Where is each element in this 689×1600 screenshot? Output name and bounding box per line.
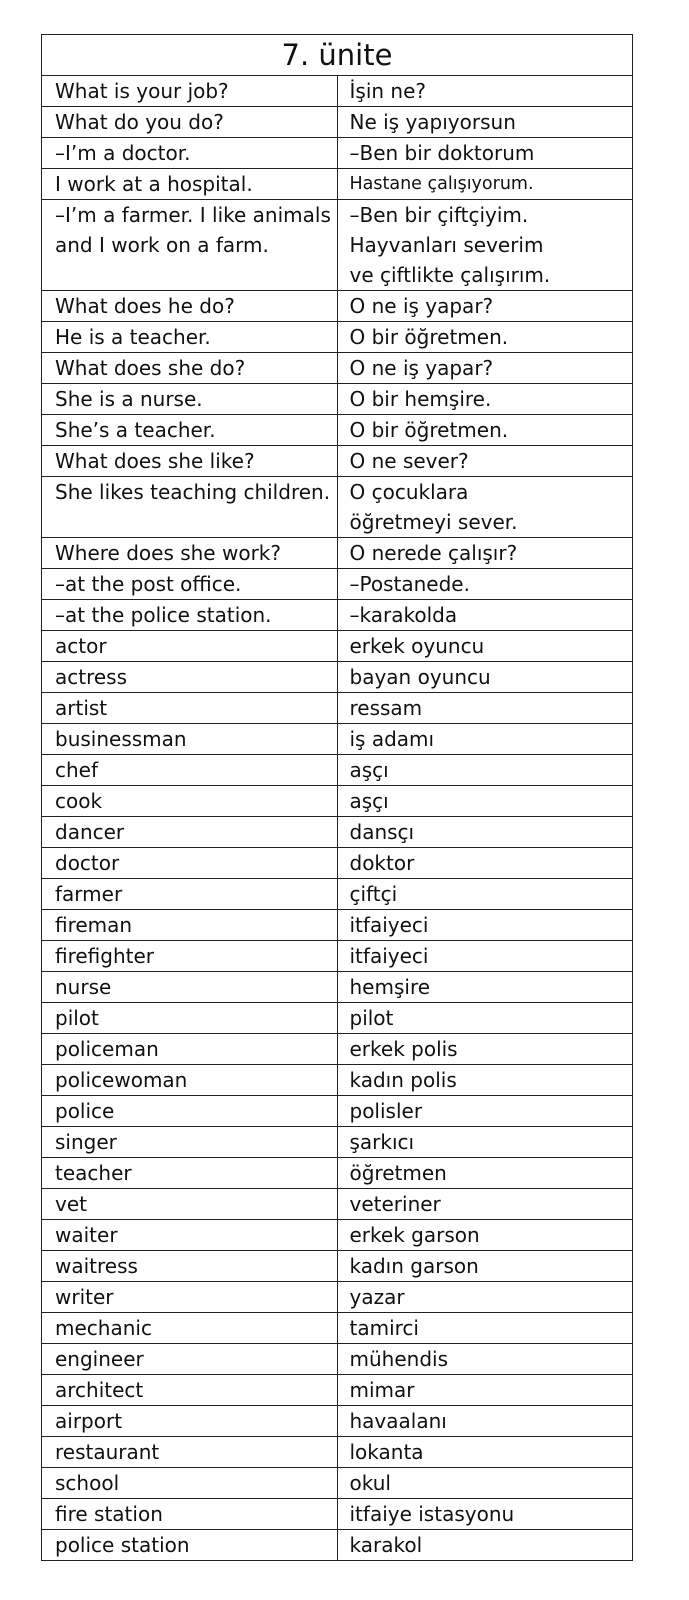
english-text: policewoman	[55, 1068, 188, 1092]
turkish-text: aşçı	[349, 758, 389, 782]
english-text: businessman	[55, 727, 187, 751]
english-text: She is a nurse.	[55, 387, 203, 411]
turkish-cell	[337, 1499, 633, 1530]
turkish-cell	[337, 1251, 633, 1282]
turkish-cell	[337, 1096, 633, 1127]
table-row	[42, 879, 633, 910]
table-row	[42, 786, 633, 817]
turkish-cell	[337, 446, 633, 477]
english-text: singer	[55, 1130, 117, 1154]
english-text: What do you do?	[55, 110, 224, 134]
english-cell	[42, 910, 338, 941]
turkish-text: yazar	[349, 1285, 405, 1309]
turkish-cell	[337, 1530, 633, 1561]
turkish-text: dansçı	[349, 820, 415, 844]
turkish-text: erkek garson	[349, 1223, 480, 1247]
turkish-text: erkek polis	[349, 1037, 458, 1061]
english-text: She’s a teacher.	[55, 418, 216, 442]
turkish-text: iş adamı	[349, 727, 435, 751]
turkish-cell	[337, 1406, 633, 1437]
table-row	[42, 1251, 633, 1282]
table-row	[42, 1034, 633, 1065]
turkish-text: O çocuklara öğretmeyi sever.	[349, 480, 518, 534]
english-cell	[42, 941, 338, 972]
turkish-text: –karakolda	[349, 603, 458, 627]
turkish-cell	[337, 1189, 633, 1220]
table-row	[42, 1189, 633, 1220]
turkish-text: erkek oyuncu	[349, 634, 485, 658]
turkish-cell	[337, 76, 633, 107]
title-row	[42, 35, 633, 76]
english-cell	[42, 1437, 338, 1468]
english-cell	[42, 538, 338, 569]
english-text: He is a teacher.	[55, 325, 211, 349]
vocabulary-rows	[42, 76, 633, 1561]
turkish-cell	[337, 724, 633, 755]
table-row	[42, 1096, 633, 1127]
turkish-cell	[337, 910, 633, 941]
english-text: –I’m a doctor.	[55, 141, 191, 165]
english-text: What does she like?	[55, 449, 255, 473]
english-text: police	[55, 1099, 115, 1123]
turkish-cell	[337, 1282, 633, 1313]
table-row	[42, 1127, 633, 1158]
table-row	[42, 910, 633, 941]
turkish-text: okul	[349, 1471, 391, 1495]
english-cell	[42, 446, 338, 477]
english-text: nurse	[55, 975, 112, 999]
english-cell	[42, 1530, 338, 1561]
turkish-cell	[337, 848, 633, 879]
turkish-cell	[337, 1065, 633, 1096]
english-cell	[42, 322, 338, 353]
english-text: waiter	[55, 1223, 118, 1247]
english-cell	[42, 1158, 338, 1189]
turkish-cell	[337, 817, 633, 848]
english-text: waitress	[55, 1254, 138, 1278]
table-row	[42, 941, 633, 972]
turkish-text: itfaiyeci	[349, 913, 429, 937]
turkish-cell	[337, 353, 633, 384]
english-text: fire station	[55, 1502, 163, 1526]
english-cell	[42, 1344, 338, 1375]
english-text: engineer	[55, 1347, 144, 1371]
turkish-cell	[337, 291, 633, 322]
english-text: fireman	[55, 913, 133, 937]
english-text: mechanic	[55, 1316, 152, 1340]
turkish-cell	[337, 477, 633, 538]
english-text: –at the post office.	[55, 572, 242, 596]
table-row	[42, 353, 633, 384]
english-cell	[42, 107, 338, 138]
english-text: chef	[55, 758, 99, 782]
english-cell	[42, 477, 338, 538]
turkish-text: itfaiye istasyonu	[349, 1502, 515, 1526]
turkish-cell	[337, 755, 633, 786]
table-row	[42, 477, 633, 538]
english-cell	[42, 1220, 338, 1251]
table-row	[42, 600, 633, 631]
turkish-cell	[337, 138, 633, 169]
english-cell	[42, 1499, 338, 1530]
turkish-cell	[337, 322, 633, 353]
turkish-cell	[337, 1034, 633, 1065]
turkish-cell	[337, 415, 633, 446]
english-cell	[42, 1406, 338, 1437]
turkish-cell	[337, 941, 633, 972]
english-cell	[42, 384, 338, 415]
turkish-cell	[337, 538, 633, 569]
table-row	[42, 1499, 633, 1530]
turkish-cell	[337, 662, 633, 693]
turkish-cell	[337, 1127, 633, 1158]
turkish-cell	[337, 1313, 633, 1344]
english-text: vet	[55, 1192, 87, 1216]
table-row	[42, 631, 633, 662]
table-row	[42, 569, 633, 600]
table-row	[42, 384, 633, 415]
turkish-text: O ne sever?	[349, 449, 469, 473]
english-cell	[42, 76, 338, 107]
table-row	[42, 200, 633, 291]
english-cell	[42, 1127, 338, 1158]
english-cell	[42, 755, 338, 786]
english-cell	[42, 353, 338, 384]
table-row	[42, 169, 633, 200]
english-cell	[42, 415, 338, 446]
turkish-cell	[337, 631, 633, 662]
turkish-text: –Ben bir çiftçiyim. Hayvanları severim ve çiftlikte çalışırım.	[349, 203, 551, 287]
table-row	[42, 76, 633, 107]
table-row	[42, 972, 633, 1003]
english-text: –I’m a farmer. I like animals and I work on a farm.	[55, 203, 331, 257]
english-cell	[42, 662, 338, 693]
english-cell	[42, 600, 338, 631]
turkish-text: bayan oyuncu	[349, 665, 491, 689]
turkish-cell	[337, 1468, 633, 1499]
english-cell	[42, 169, 338, 200]
english-cell	[42, 1034, 338, 1065]
english-cell	[42, 631, 338, 662]
english-text: architect	[55, 1378, 144, 1402]
table-row	[42, 107, 633, 138]
english-cell	[42, 291, 338, 322]
turkish-cell	[337, 384, 633, 415]
table-row	[42, 538, 633, 569]
turkish-text: çiftçi	[349, 882, 398, 906]
english-text: writer	[55, 1285, 114, 1309]
english-text: actress	[55, 665, 128, 689]
turkish-cell	[337, 693, 633, 724]
turkish-text: tamirci	[349, 1316, 419, 1340]
turkish-text: veteriner	[349, 1192, 441, 1216]
turkish-text: kadın garson	[349, 1254, 479, 1278]
turkish-text: mimar	[349, 1378, 415, 1402]
english-text: What does he do?	[55, 294, 235, 318]
turkish-text: O ne iş yapar?	[349, 294, 494, 318]
turkish-text: aşçı	[349, 789, 389, 813]
turkish-text: hemşire	[349, 975, 431, 999]
english-text: policeman	[55, 1037, 159, 1061]
turkish-cell	[337, 1003, 633, 1034]
turkish-cell	[337, 569, 633, 600]
english-text: cook	[55, 789, 103, 813]
turkish-cell	[337, 1344, 633, 1375]
turkish-cell	[337, 1437, 633, 1468]
turkish-text: lokanta	[349, 1440, 424, 1464]
page-title: 7. ünite	[42, 35, 633, 76]
turkish-text: İşin ne?	[349, 79, 427, 103]
turkish-cell	[337, 1158, 633, 1189]
table-row	[42, 446, 633, 477]
turkish-text: –Ben bir doktorum	[349, 141, 535, 165]
table-row	[42, 1065, 633, 1096]
turkish-text: ressam	[349, 696, 423, 720]
english-text: farmer	[55, 882, 123, 906]
english-cell	[42, 1375, 338, 1406]
table-row	[42, 415, 633, 446]
table-row	[42, 662, 633, 693]
table-row	[42, 817, 633, 848]
turkish-text: polisler	[349, 1099, 423, 1123]
english-cell	[42, 1468, 338, 1499]
english-text: actor	[55, 634, 107, 658]
table-row	[42, 724, 633, 755]
turkish-cell	[337, 107, 633, 138]
table-row	[42, 1437, 633, 1468]
english-text: artist	[55, 696, 108, 720]
table-row	[42, 1406, 633, 1437]
english-text: Where does she work?	[55, 541, 281, 565]
english-cell	[42, 1282, 338, 1313]
turkish-text: O bir öğretmen.	[349, 325, 509, 349]
turkish-cell	[337, 1375, 633, 1406]
english-cell	[42, 817, 338, 848]
english-text: I work at a hospital.	[55, 172, 253, 196]
table-row	[42, 1344, 633, 1375]
english-cell	[42, 1096, 338, 1127]
turkish-cell	[337, 786, 633, 817]
turkish-cell	[337, 879, 633, 910]
turkish-text: Ne iş yapıyorsun	[349, 110, 516, 134]
english-cell	[42, 569, 338, 600]
table-row	[42, 322, 633, 353]
turkish-cell	[337, 972, 633, 1003]
english-cell	[42, 972, 338, 1003]
english-cell	[42, 724, 338, 755]
english-cell	[42, 786, 338, 817]
turkish-cell	[337, 169, 633, 200]
table-row	[42, 1220, 633, 1251]
english-text: school	[55, 1471, 120, 1495]
turkish-text: O bir hemşire.	[349, 387, 492, 411]
english-cell	[42, 848, 338, 879]
english-text: restaurant	[55, 1440, 160, 1464]
english-text: airport	[55, 1409, 123, 1433]
english-cell	[42, 138, 338, 169]
turkish-text: itfaiyeci	[349, 944, 429, 968]
english-cell	[42, 200, 338, 291]
table-row	[42, 1530, 633, 1561]
english-text: police station	[55, 1533, 190, 1557]
turkish-text: doktor	[349, 851, 415, 875]
table-row	[42, 291, 633, 322]
english-text: What is your job?	[55, 79, 229, 103]
english-text: firefighter	[55, 944, 155, 968]
english-text: doctor	[55, 851, 120, 875]
english-cell	[42, 1313, 338, 1344]
turkish-text: –Postanede.	[349, 572, 470, 596]
turkish-text: kadın polis	[349, 1068, 457, 1092]
turkish-cell	[337, 1220, 633, 1251]
table-row	[42, 693, 633, 724]
turkish-cell	[337, 600, 633, 631]
turkish-text: şarkıcı	[349, 1130, 415, 1154]
table-row	[42, 1313, 633, 1344]
table-row	[42, 1468, 633, 1499]
table-row	[42, 848, 633, 879]
table-row	[42, 138, 633, 169]
turkish-text: öğretmen	[349, 1161, 447, 1185]
turkish-text: Hastane çalışıyorum.	[349, 174, 534, 194]
english-cell	[42, 879, 338, 910]
english-text: –at the police station.	[55, 603, 272, 627]
table-row	[42, 1282, 633, 1313]
turkish-text: O bir öğretmen.	[349, 418, 509, 442]
turkish-text: mühendis	[349, 1347, 448, 1371]
english-cell	[42, 693, 338, 724]
english-cell	[42, 1065, 338, 1096]
english-text: teacher	[55, 1161, 132, 1185]
english-text: dancer	[55, 820, 125, 844]
english-cell	[42, 1251, 338, 1282]
turkish-text: karakol	[349, 1533, 423, 1557]
turkish-cell	[337, 200, 633, 291]
english-text: What does she do?	[55, 356, 246, 380]
english-text: She likes teaching children.	[55, 480, 331, 504]
turkish-text: O ne iş yapar?	[349, 356, 494, 380]
table-row	[42, 1003, 633, 1034]
table-row	[42, 755, 633, 786]
english-cell	[42, 1189, 338, 1220]
table-row	[42, 1158, 633, 1189]
english-cell	[42, 1003, 338, 1034]
table-row	[42, 1375, 633, 1406]
turkish-text: havaalanı	[349, 1409, 447, 1433]
english-text: pilot	[55, 1006, 99, 1030]
turkish-text: O nerede çalışır?	[349, 541, 518, 565]
vocabulary-table	[41, 34, 633, 1561]
turkish-text: pilot	[349, 1006, 394, 1030]
